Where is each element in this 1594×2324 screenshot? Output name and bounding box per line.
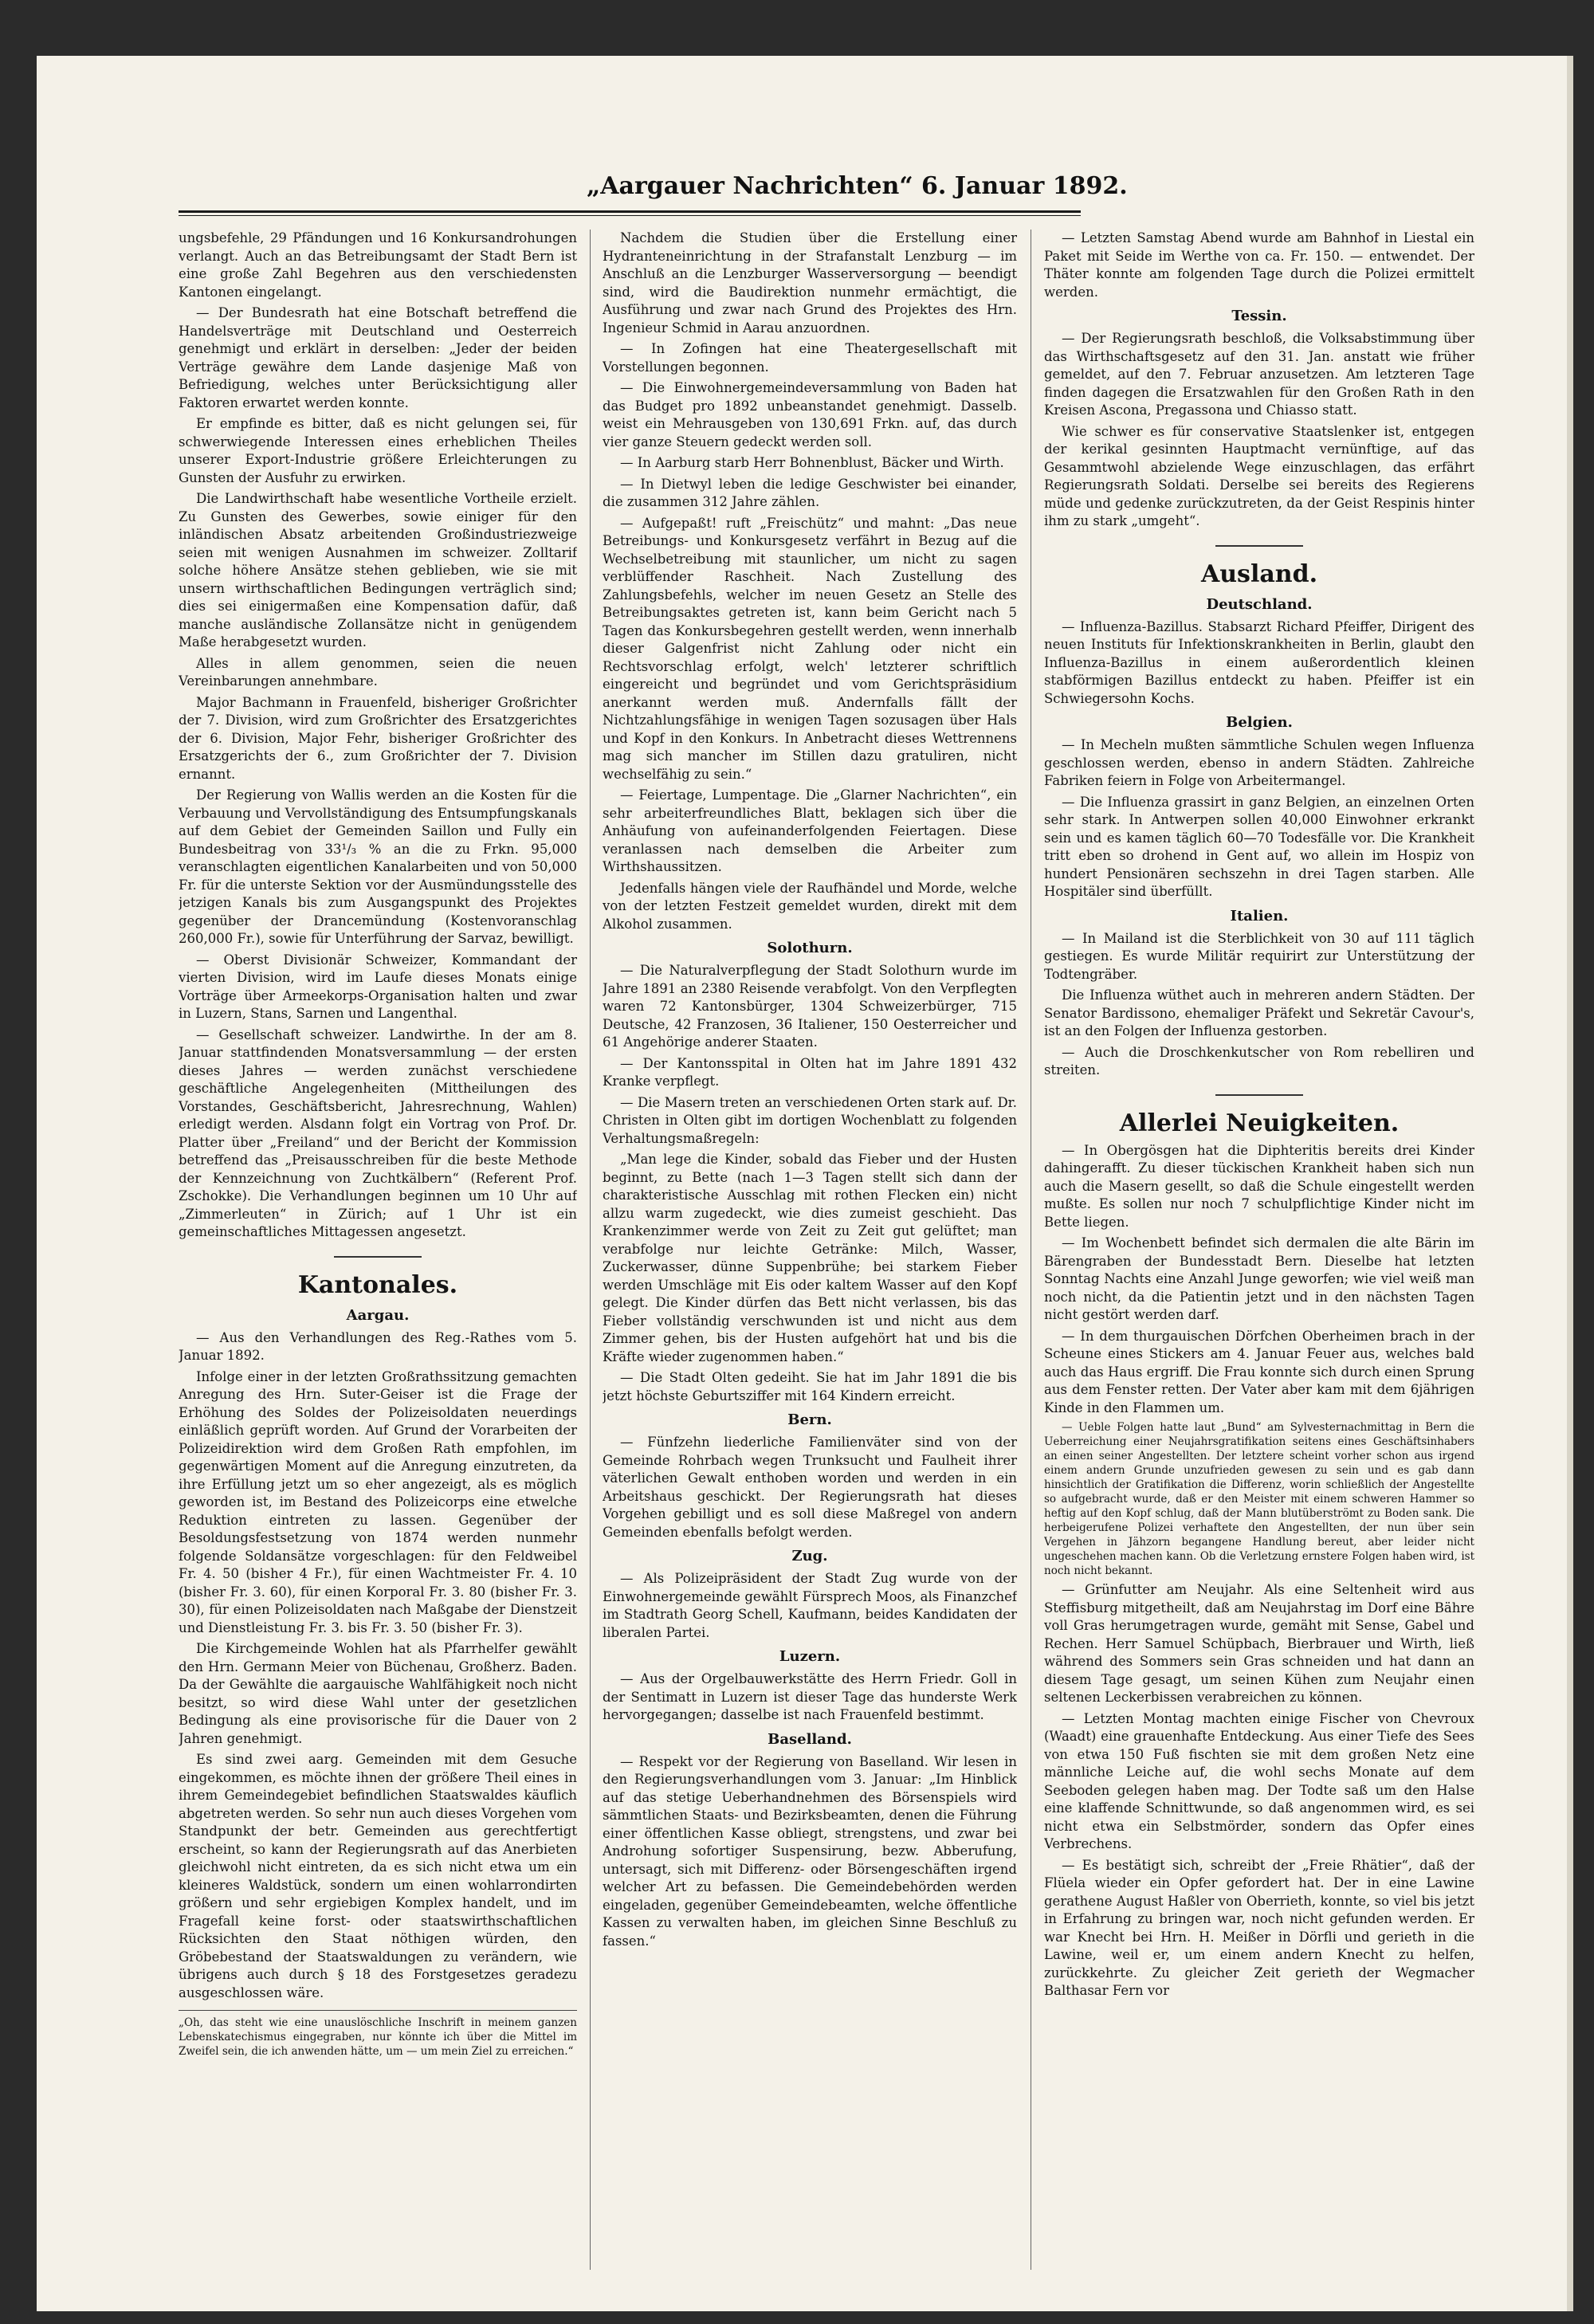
paragraph: — Fünfzehn liederliche Familienväter sind von der Gemeinde Rohrbach wegen Trunksucht und Faulheit ihrer väterlichen Gewalt enthoben worden und werden in ein Arbeitshaus geschickt. Der Regierungsrath hat dieses Vorgehen gebilligt und es soll diese Maßregel von andern Gemeinden ebenfalls befolgt werden. <box>603 1435 1017 1540</box>
section-heading-allerlei-neuigkeiten: Allerlei Neuigkeiten. <box>1119 1109 1400 1137</box>
masthead: „Aargauer Nachrichten“ 6. Januar 1892. <box>587 172 1128 200</box>
paragraph: — Oberst Divisionär Schweizer, Kommandant der vierten Division, wird im Laufe dieses Monats einige Vorträge über Armeekorps-Organisation halten und zwar in Luzern, Stans, Sarnen und Langenthal. <box>179 952 577 1021</box>
paragraph: Die Landwirthschaft habe wesentliche Vortheile erzielt. Zu Gunsten des Gewerbes, sowie einiger für den inländischen Absatz arbeitenden Großindustriezweige seien mit wenigen Ausnahmen im schweizer. Zolltarif solche höhere Ansätze stehen geblieben, wie sie mit unsern wirthschaftlichen Bedingungen verträglich sind; dies sei einigermaßen eine Kompensation dafür, daß manche ausländische Zollansätze nicht in genügendem Maße herabgesetzt wurden. <box>179 491 577 650</box>
paragraph: Es sind zwei aarg. Gemeinden mit dem Gesuche eingekommen, es möchte ihnen der größere Theil eines in ihrem Gemeindegebiet befindlichen Staatswaldes käuflich abgetreten werden. So sehr nun auch dieses Vorgehen vom Standpunkt der betr. Gemeinden aus gerechtfertigt erscheint, so kann der Regierungsrath auf das Anerbieten gleichwohl nicht eintreten, da es sich nicht etwa um ein kleineres Waldstück, sondern um einen wohlarrondirten größern und sehr ergiebigen Komplex handelt, und im Fragefall keine forst- oder staatswirthschaftlichen Rücksichten den Staat nöthigen würden, den Gröbebestand der Staatswaldungen zu verändern, wie übrigens auch durch § 18 des Forstgesetzes geradezu ausgeschlossen wäre. <box>179 1752 577 2000</box>
paragraph: — Der Kantonsspital in Olten hat im Jahre 1891 432 Kranke verpflegt. <box>603 1055 1017 1089</box>
section-heading-kantonales: Kantonales. <box>297 1270 458 1299</box>
section-heading-ausland: Ausland. <box>1200 559 1318 588</box>
paragraph: — Gesellschaft schweizer. Landwirthe. In der am 8. Januar stattfindenden Monatsversammlung — der ersten dieses Jahres — werden zunächst verschiedene geschäftliche Angelegenheiten (Mittheilungen des Vorstandes, Geschäftsbericht, Jahresrechnung, Wahlen) erledigt werden. Alsdann folgt ein Vortrag von Prof. Dr. Platter über „Freiland“ und der Bericht der Kommission betreffend das „Preisausschreiben für die beste Methode der Kennzeichnung von Zuchtkälbern“ (Referent Prof. Zschokke). Die Verhandlungen beginnen um 10 Uhr auf „Zimmerleuten“ in Zürich; auf 1 Uhr ist ein gemeinschaftliches Mittagessen angesetzt. <box>179 1027 577 1239</box>
subsection-heading-solothurn: Solothurn. <box>767 940 853 956</box>
paragraph: — Aufgepaßt! ruft „Freischütz“ und mahnt: „Das neue Betreibungs- und Konkursgesetz verfährt in Bezug auf die Wechselbetreibung mit staunlicher, um nicht zu sagen verblüffender Raschheit. Nach Zustellung des Zahlungsbefehls, welcher im neuen Gesetz an Stelle des Betreibungsaktes getreten ist, kann beim Gericht nach 5 Tagen das Konkursbegehren gestellt werden, wenn innerhalb dieser Galgenfrist nicht Zahlung oder nicht ein Rechtsvorschlag erfolgt, welch' letzterer schriftlich eingereicht und begründet und vom Gerichtspräsidium anerkannt werden muß. Andernfalls fällt der Nichtzahlungsfähige in wenigen Tagen sozusagen über Hals und Kopf in den Konkurs. In Anbetracht dieses Wettrennens mag sich mancher im Stillen dazu gratuliren, nicht wechselfähig zu sein.“ <box>603 515 1017 782</box>
section-separator <box>334 1256 422 1258</box>
paragraph: — Der Bundesrath hat eine Botschaft betreffend die Handelsverträge mit Deutschland und Oesterreich genehmigt und erklärt in derselben: „Jeder der beiden Verträge gewähre dem Lande dasjenige Maß von Befriedigung, welches unter Berücksichtigung aller Faktoren erwartet werden konnte. <box>179 305 577 410</box>
paragraph: — Aus den Verhandlungen des Reg.-Rathes vom 5. Januar 1892. <box>179 1329 577 1363</box>
paragraph: Nachdem die Studien über die Erstellung einer Hydranteneinrichtung in der Strafanstalt Lenzburg — im Anschluß an die Lenzburger Wasserversorgung — beendigt sind, wird die Baudirektion nunmehr ermächtigt, die Ausführung und zwar nach Grund des Projektes des Hrn. Ingenieur Schmid in Aarau anzuordnen. <box>603 230 1017 336</box>
paragraph: — Aus der Orgelbauwerkstätte des Herrn Friedr. Goll in der Sentimatt in Luzern ist dieser Tage das hunderste Werk hervorgegangen; dasselbe ist nach Frauenfeld bestimmt. <box>603 1671 1017 1722</box>
subsection-heading-tessin: Tessin. <box>1231 308 1287 324</box>
paragraph: „Man lege die Kinder, sobald das Fieber und der Husten beginnt, zu Bette (nach 1—3 Tagen stellt sich dann der charakteristische Ausschlag mit rothen Flecken ein) nicht allzu warm zugedeckt, wie dies zumeist geschieht. Das Krankenzimmer werde von Zeit zu Zeit gut gelüftet; man verabfolge nur leichte Getränke: Milch, Wasser, Zuckerwasser, dünne Suppenbrühe; bei starkem Fieber werden Umschläge mit Eis oder kaltem Wasser auf den Kopf gelegt. Die Kinder dürfen das Bett nicht verlassen, bis das Fieber vollständig verschwunden ist und nicht aus dem Zimmer gehen, bis der Husten aufgehört hat und bis die Kräfte wieder zugenommen haben.“ <box>603 1152 1017 1364</box>
paragraph: — Respekt vor der Regierung von Baselland. Wir lesen in den Regierungsverhandlungen vom 3. Januar: „Im Hinblick auf das stetige Ueberhandnehmen des Börsenspiels wird sämmtlichen Staats- und Bezirksbeamten, denen die Führung einer öffentlichen Kasse obliegt, strengstens, und zwar bei Androhung sofortiger Suspensirung, bezw. Abberufung, untersagt, sich mit Differenz- oder Börsengeschäften irgend welcher Art zu befassen. Die Gemeindebehörden werden eingeladen, gegenüber Gemeindebeamten, welche öffentliche Kassen zu verwalten haben, im gleichen Sinne Beschluß zu fassen.“ <box>603 1753 1017 1949</box>
paragraph: — Letzten Montag machten einige Fischer von Chevroux (Waadt) eine grauenhafte Entdeckung. Aus einer Tiefe des Sees von etwa 150 Fuß fischten sie mit dem großen Netz eine männliche Leiche auf, die wohl sechs Monate auf dem Seeboden gelegen haben mag. Der Todte saß um den Halse eine klaffende Schnittwunde, so daß angenommen wird, es sei nicht etwa ein Selbstmörder, sondern das Opfer eines Verbrechens. <box>1044 1710 1474 1851</box>
paragraph: — Die Influenza grassirt in ganz Belgien, an einzelnen Orten sehr stark. In Antwerpen sollen 40,000 Einwohner erkrankt sein und es kamen täglich 60—70 Todesfälle vor. Die Krankheit tritt eben so drohend in Gent auf, wo allein im Hospiz von hundert Pensionären sechszehn in drei Tagen starben. Alle Hospitäler sind überfüllt. <box>1044 794 1474 899</box>
subsection-heading-aargau: Aargau. <box>346 1306 410 1324</box>
paragraph: — Die Stadt Olten gedeiht. Sie hat im Jahr 1891 die bis jetzt höchste Geburtsziffer mit 164 Kindern erreicht. <box>603 1370 1017 1403</box>
header-rule-thin <box>179 215 1081 216</box>
paragraph: — Feiertage, Lumpentage. Die „Glarner Nachrichten“, ein sehr arbeiterfreundliches Blatt, beklagen sich über die Anhäufung von aufeinanderfolgenden Feiertagen. Diese veranlassen nach demselben die Arbeiter zum Wirthshaussitzen. <box>603 787 1017 874</box>
paragraph: — Die Masern treten an verschiedenen Orten stark auf. Dr. Christen in Olten gibt im dortigen Wochenblatt zu folgenden Verhaltungsmaßregeln: <box>603 1094 1017 1146</box>
paragraph: — In Obergösgen hat die Diphteritis bereits drei Kinder dahingerafft. Zu dieser tückischen Krankheit haben sich nun auch die Masern gesellt, so daß die Schule eingestellt werden mußte. Es sollen nur noch 7 schulpflichtige Kinder nicht im Bette liegen. <box>1044 1142 1474 1230</box>
paragraph: Alles in allem genommen, seien die neuen Vereinbarungen annehmbare. <box>179 655 577 689</box>
paragraph: Die Kirchgemeinde Wohlen hat als Pfarrhelfer gewählt den Hrn. Germann Meier von Büchenau, Großherz. Baden. Da der Gewählte die aargauische Wahlfähigkeit noch nicht besitzt, so wird diese Wahl unter der gesetzlichen Bedingung als eine provisorische für die Dauer von 2 Jahren genehmigt. <box>179 1641 577 1746</box>
paragraph: Jedenfalls hängen viele der Raufhändel und Morde, welche von der letzten Festzeit gemeldet wurden, direkt mit dem Alkohol zusammen. <box>603 880 1017 932</box>
subsection-heading-zug: Zug. <box>791 1548 828 1564</box>
paragraph: — Als Polizeipräsident der Stadt Zug wurde von der Einwohnergemeinde gewählt Fürsprech Moos, als Finanzchef im Stadtrath Georg Schell, Kaufmann, beides Kandidaten der liberalen Partei. <box>603 1571 1017 1640</box>
paragraph: — In Aarburg starb Herr Bohnenblust, Bäcker und Wirth. <box>620 455 1004 470</box>
subsection-heading-belgien: Belgien. <box>1226 714 1293 731</box>
subsection-heading-baselland: Baselland. <box>768 1730 852 1748</box>
subsection-heading-italien: Italien. <box>1230 907 1289 924</box>
header-rule <box>179 210 1081 213</box>
page-edge <box>1567 56 1573 2311</box>
section-separator <box>1215 1094 1303 1096</box>
paragraph: Die Influenza wüthet auch in mehreren andern Städten. Der Senator Bardissono, ehemaliger Präfekt und Sekretär Cavour's, ist an den Folgen der Influenza gestorben. <box>1044 987 1474 1038</box>
paragraph: — Die Naturalverpflegung der Stadt Solothurn wurde im Jahre 1891 an 2380 Reisende verabfolgt. Von den Verpflegten waren 72 Kantonsbürger, 1304 Schweizerbürger, 715 Deutsche, 42 Franzosen, 36 Italiener, 150 Oesterreicher und 61 Angehörige anderer Staaten. <box>603 963 1017 1050</box>
paragraph-small-print: — Ueble Folgen hatte laut „Bund“ am Sylvesternachmittag in Bern die Ueberreichung einer Neujahrsgratifikation seitens eines Geschäftsinhabers an einen seiner Angestellten. Der letztere scheint vorher schon aus irgend einem andern Grunde unzufrieden gewesen zu sein und es gab dann hinsichtlich der Gratifikation die Differenz, worin schließlich der Angestellte so aufgebracht wurde, daß er den Meister mit einem schweren Hammer so heftig auf den Kopf schlug, daß der Mann blutüberströmt zu Boden sank. Die herbeigerufene Polizei verhaftete den Angestellten, der nun über sein Vergehen in Jähzorn begangene Handlung bereut, aber leider nicht ungeschehen machen kann. Ob die Verletzung ernstere Folgen haben wird, ist noch nicht bekannt. <box>1044 1421 1474 1577</box>
newspaper-page <box>37 56 1573 2311</box>
paragraph: — In Dietwyl leben die ledige Geschwister bei einander, die zusammen 312 Jahre zählen. <box>603 476 1017 509</box>
subsection-heading-bern: Bern. <box>787 1411 832 1428</box>
paragraph: — Die Einwohnergemeindeversammlung von Baden hat das Budget pro 1892 unbeanstandet genehmigt. Dasselb. weist ein Mehrausgeben von 130,691 Frkn. auf, das durch vier ganze Steuern gedeckt werden soll. <box>603 380 1017 449</box>
paragraph: Er empfinde es bitter, daß es nicht gelungen sei, für schwerwiegende Interessen eines erheblichen Theiles unserer Export-Industrie größere Erleichterungen zu Gunsten der Ausfuhr zu erwirken. <box>179 416 577 485</box>
paragraph: — Der Regierungsrath beschloß, die Volksabstimmung über das Wirthschaftsgesetz auf den 31. Jan. anstatt wie früher gemeldet, auf den 7. Februar anzusetzen. Am letzteren Tage finden dagegen die Ersatzwahlen für den Großen Rath in den Kreisen Ascona, Pregassona und Chiasso statt. <box>1044 331 1474 418</box>
column-1 <box>179 230 577 2270</box>
paragraph: — In Zofingen hat eine Theatergesellschaft mit Vorstellungen begonnen. <box>603 341 1017 375</box>
section-separator <box>1215 545 1303 547</box>
paragraph: — Letzten Samstag Abend wurde am Bahnhof in Liestal ein Paket mit Seide im Werthe von ca. Fr. 150. — entwendet. Der Thäter konnte am folgenden Tage durch die Polizei ermittelt werden. <box>1044 230 1474 300</box>
footnote: „Oh, das steht wie eine unauslöschliche Inschrift in meinem ganzen Lebenskatechismus eingegraben, nur könnte ich über die Mittel im Zweifel sein, die ich anwenden hätte, um — um mein Ziel zu erreichen.“ <box>179 2010 577 2059</box>
paragraph: Der Regierung von Wallis werden an die Kosten für die Verbauung und Vervollständigung des Entsumpfungskanals auf dem Gebiet der Gemeinden Saillon und Fully ein Bundesbeitrag von 33¹/₃ % an die zu Frkn. 95,000 veranschlagten eigentlichen Kanalarbeiten und von 50,000 Fr. für die unterste Sektion vor der Ausmündungsstelle des jetzigen Kanals bis zum Ausgangspunkt des Projektes gegenüber der Drancemündung (Kostenvoranschlag 260,000 Fr.), sowie für Unterführung der Sarvaz, bewilligt. <box>179 787 577 946</box>
column-3 <box>1044 230 1474 2270</box>
column-divider-1 <box>590 230 591 2270</box>
paragraph: — In Mailand ist die Sterblichkeit von 30 auf 111 täglich gestiegen. Es wurde Militär requirirt zur Unterstützung der Todtengräber. <box>1044 930 1474 982</box>
subsection-heading-luzern: Luzern. <box>779 1648 841 1665</box>
paragraph: — Im Wochenbett befindet sich dermalen die alte Bärin im Bärengraben der Bundesstadt Bern. Dieselbe hat letzten Sonntag Nachts eine Anzahl Junge geworfen; wie viel weiß man noch nicht, da die Patientin jetzt und in den nächsten Tagen nicht gestört werden darf. <box>1044 1235 1474 1322</box>
paragraph: Major Bachmann in Frauenfeld, bisheriger Großrichter der 7. Division, wird zum Großrichter des Ersatzgerichtes der 6. Division, Major Fehr, bisheriger Großrichter des Ersatzgerichts der 6., zum Großrichter der 7. Division ernannt. <box>179 694 577 782</box>
paragraph: Wie schwer es für conservative Staatslenker ist, entgegen der kerikal gesinnten Hauptmacht vernünftige, auf das Gesammtwohl abzielende Wege einzuschlagen, das erfährt Regierungsrath Soldati. Derselbe sei bereits des Regierens müde und gedenke zurückzutreten, da der Geist Respinis hinter ihm zu stark „umgeht“. <box>1044 423 1474 528</box>
subsection-heading-deutschland: Deutschland. <box>1206 595 1313 613</box>
paragraph: — In Mecheln mußten sämmtliche Schulen wegen Influenza geschlossen werden, ebenso in andern Städten. Zahlreiche Fabriken feiern in Folge von Arbeitermangel. <box>1044 737 1474 788</box>
paragraph: — Grünfutter am Neujahr. Als eine Seltenheit wird aus Steffisburg mitgetheilt, daß am Neujahrstag im Dorf eine Bähre voll Gras herumgetragen wurde, gemäht mit Sense, Gabel und Rechen. Herr Samuel Schüpbach, Bierbrauer und Wirth, ließ während des Sommers sein Gras schneiden und hat dann an diesem Tage gesagt, um seinen Kühen zum Neujahr einen seltenen Leckerbissen verabreichen zu können. <box>1044 1582 1474 1705</box>
paragraph: — Auch die Droschkenkutscher von Rom rebelliren und streiten. <box>1044 1044 1474 1078</box>
column-2 <box>603 230 1017 2270</box>
paragraph: Infolge einer in der letzten Großrathssitzung gemachten Anregung des Hrn. Suter-Geiser ist die Frage der Erhöhung des Soldes der Polizeisoldaten neuerdings einläßlich geprüft worden. Auf Grund der Vorarbeiten der Polizeidirektion wird dem Großen Rath empfohlen, im gegenwärtigen Moment auf die Anregung einzutreten, da ihre Erfüllung jetzt um so eher angezeigt, als es möglich geworden ist, im Bestand des Polizeicorps eine etwelche Reduktion eintreten zu lassen. Gegenüber der Besoldungsfestsetzung von 1874 werden nunmehr folgende Soldansätze vorgeschlagen: für den Feldweibel Fr. 4. 50 (bisher 4 Fr.), für einen Wachtmeister Fr. 4. 10 (bisher Fr. 3. 60), für einen Korporal Fr. 3. 80 (bisher Fr. 3. 30), für einen Polizeisoldaten nach Maßgabe der Dienstzeit und Dienstleistung Fr. 3. bis Fr. 3. 50 (bisher Fr. 3). <box>179 1368 577 1635</box>
paragraph: — Es bestätigt sich, schreibt der „Freie Rhätier“, daß der Flüela wieder ein Opfer gefordert hat. Der in eine Lawine gerathene August Haßler von Oberrieth, konnte, so viel bis jetzt in Erfahrung zu bringen war, noch nicht gefunden werden. Er war Knecht bei Hrn. H. Meißer in Dörfli und gerieth in die Lawine, weil er, um einem andern Knecht zu helfen, zurückkehrte. Zu gleicher Zeit gerieth der Wegmacher Balthasar Fern vor <box>1044 1857 1474 1998</box>
paragraph: — In dem thurgauischen Dörfchen Oberheimen brach in der Scheune eines Stickers am 4. Januar Feuer aus, welches bald auch das Haus ergriff. Die Frau konnte sich durch einen Sprung aus dem Fenster retten. Der Vater aber kam mit dem 6jährigen Kinde in den Flammen um. <box>1044 1328 1474 1415</box>
paragraph: — Influenza-Bazillus. Stabsarzt Richard Pfeiffer, Dirigent des neuen Instituts für Infektionskrankheiten in Berlin, glaubt den Influenza-Bazillus in einem außerordentlich kleinen stabförmigen Bazillus entdeckt zu haben. Pfeiffer ist ein Schwiegersohn Kochs. <box>1044 618 1474 706</box>
paragraph: ungsbefehle, 29 Pfändungen und 16 Konkursandrohungen verlangt. Auch an das Betreibungsamt der Stadt Bern ist eine große Zahl Begehren aus den verschiedensten Kantonen eingelangt. <box>179 230 577 300</box>
